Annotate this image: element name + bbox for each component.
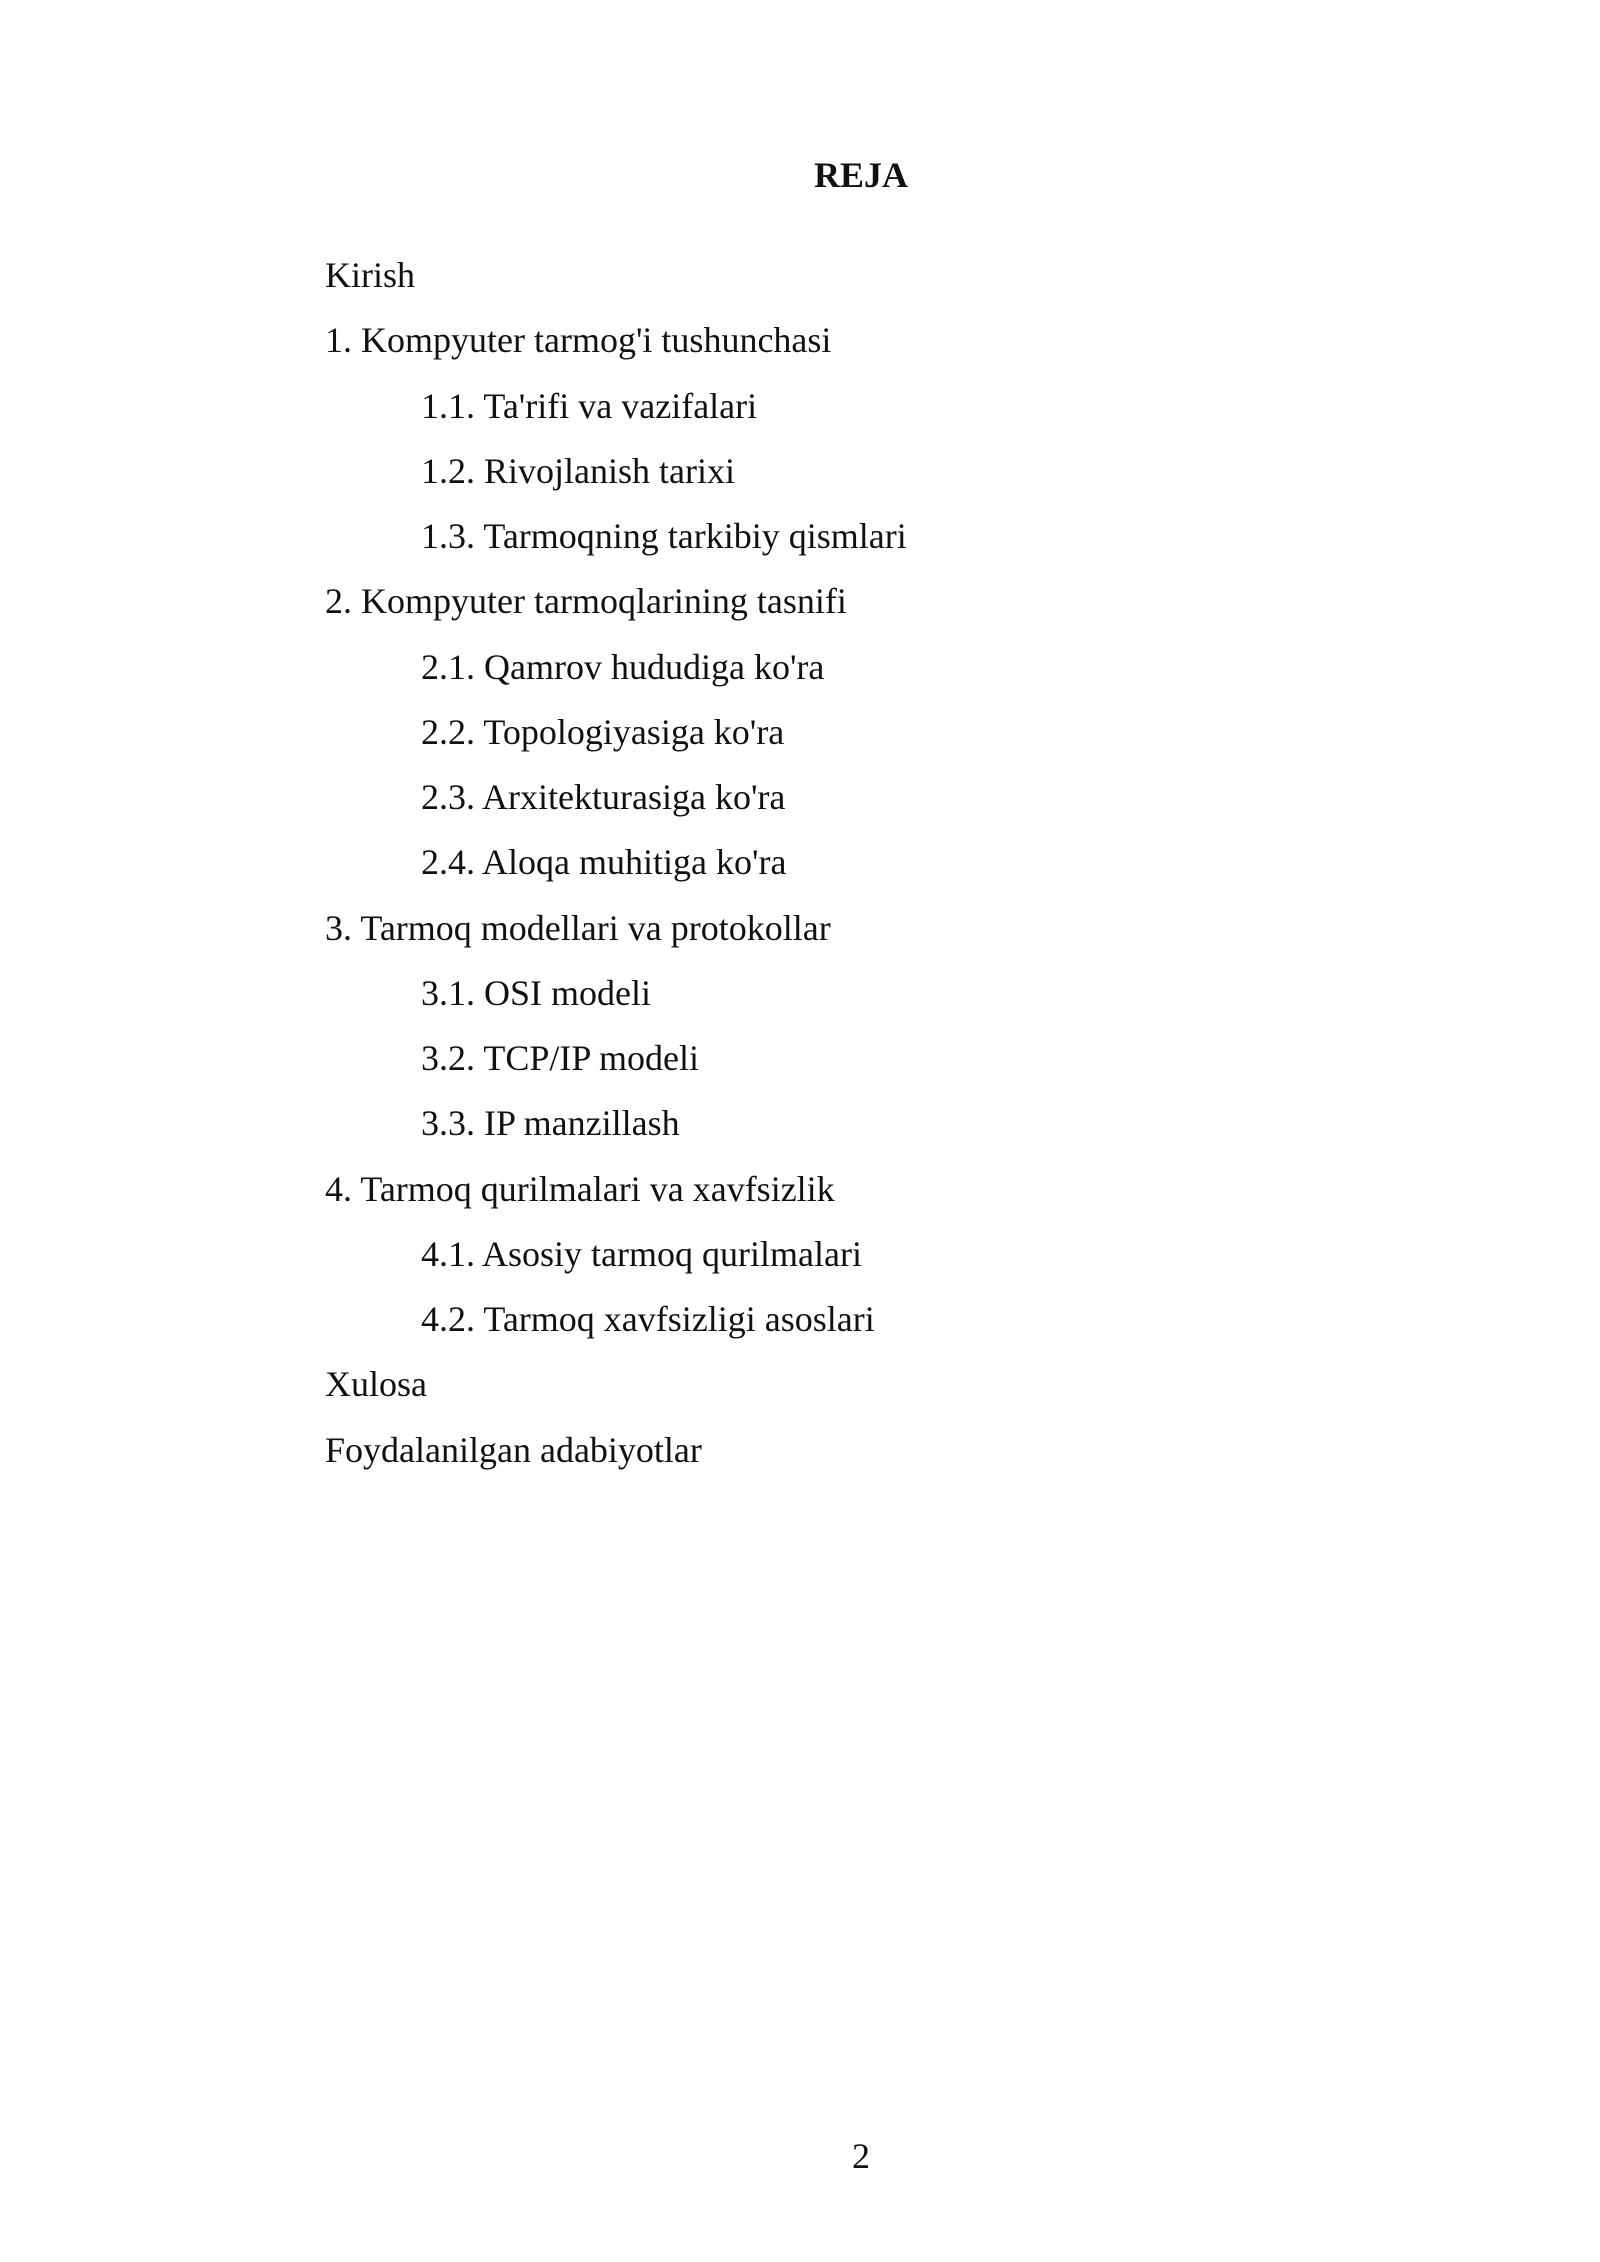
toc-section: Foydalanilgan adabiyotlar — [325, 1429, 702, 1470]
toc-subsection: 1.2. Rivojlanish tarixi — [421, 450, 735, 491]
toc-subsection: 3.2. TCP/IP modeli — [421, 1038, 700, 1078]
toc-section: 4. Tarmoq qurilmalari va xavfsizlik — [325, 1168, 835, 1209]
toc-section: 1. Kompyuter tarmog'i tushunchasi — [325, 320, 832, 361]
toc-subsection: 3.3. IP manzillash — [421, 1103, 680, 1144]
page-number: 2 — [852, 2136, 870, 2176]
table-of-contents — [325, 243, 1425, 1483]
toc-subsection: 4.2. Tarmoq xavfsizligi asoslari — [421, 1299, 875, 1339]
toc-subsection: 2.3. Arxitekturasiga ko'ra — [421, 777, 786, 817]
toc-subsection: 4.1. Asosiy tarmoq qurilmalari — [421, 1233, 862, 1274]
toc-section: 3. Tarmoq modellari va protokollar — [325, 907, 831, 948]
toc-subsection: 2.4. Aloqa muhitiga ko'ra — [421, 842, 787, 883]
toc-section: 2. Kompyuter tarmoqlarining tasnifi — [325, 581, 847, 622]
toc-subsection: 1.1. Ta'rifi va vazifalari — [421, 385, 758, 426]
toc-subsection: 2.1. Qamrov hududiga ko'ra — [421, 646, 825, 687]
toc-subsection: 2.2. Topologiyasiga ko'ra — [421, 711, 785, 752]
toc-subsection: 3.1. OSI modeli — [421, 972, 651, 1013]
toc-subsection: 1.3. Tarmoqning tarkibiy qismlari — [421, 516, 907, 556]
page-title: REJA — [813, 155, 908, 195]
toc-section: Kirish — [325, 255, 415, 295]
toc-section: Xulosa — [325, 1364, 427, 1405]
